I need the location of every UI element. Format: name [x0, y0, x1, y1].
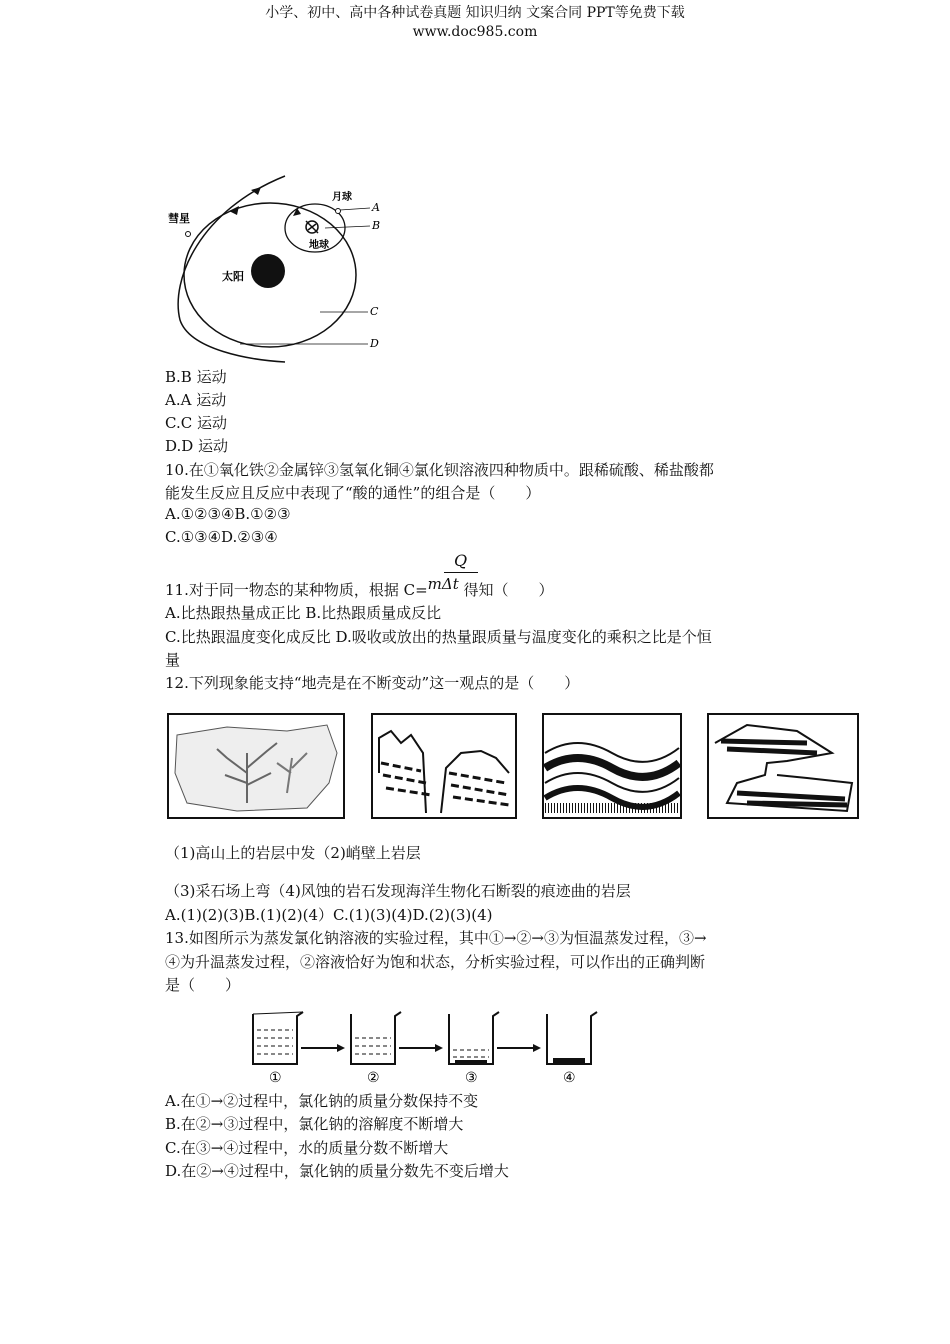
q13-option-a: A.在①→②过程中，氯化钠的质量分数保持不变	[165, 1092, 479, 1110]
q12-stem: 12.下列现象能支持“地壳是在不断变动”这一观点的是（ ）	[165, 674, 580, 692]
beaker-label-4: ④	[563, 1070, 576, 1086]
folded-rock-image	[542, 713, 682, 819]
moon-label: 月球	[332, 192, 352, 203]
q11-option-ab: A.比热跟热量成正比 B.比热跟质量成反比	[165, 604, 442, 622]
formula-denominator: mΔt	[427, 575, 459, 593]
q13-stem-2: ④为升温蒸发过程，②溶液恰好为饱和状态，分析实验过程，可以作出的正确判断	[165, 953, 706, 971]
q13-stem-1: 13.如图所示为蒸发氯化钠溶液的实验过程，其中①→②→③为恒温蒸发过程，③→	[165, 929, 707, 947]
q12-options: A.(1)(2)(3)B.(1)(2)(4）C.(1)(3)(4)D.(2)(3)(4)	[165, 906, 493, 924]
q10-stem-2: 能发生反应且反应中表现了“酸的通性”的组合是（ ）	[165, 484, 541, 502]
q12-caption-1: （1)高山上的岩层中发（2)峭壁上岩层	[165, 844, 421, 862]
q13-option-d: D.在②→④过程中，氯化钠的质量分数先不变后增大	[165, 1162, 509, 1180]
q9-option-d: D.D 运动	[165, 437, 229, 455]
q9-option-b: B.B 运动	[165, 368, 227, 386]
label-a: A	[372, 201, 380, 214]
q10-stem-1: 10.在①氧化铁②金属锌③氢氧化铜④氯化钡溶液四种物质中。跟稀硫酸、稀盐酸都	[165, 461, 714, 479]
earth-label: 地球	[309, 240, 329, 251]
eroded-rock-image	[707, 713, 859, 819]
site-banner: 小学、初中、高中各种试卷真题 知识归纳 文案合同 PPT等免费下载	[265, 5, 685, 21]
q10-option-cd: C.①③④D.②③④	[165, 528, 278, 546]
formula-numerator: Q	[454, 551, 468, 570]
q9-option-a: A.A 运动	[165, 391, 227, 409]
fraction-bar	[444, 572, 478, 573]
beaker-label-3: ③	[465, 1070, 478, 1086]
q11-option-cd-cont: 量	[165, 651, 181, 669]
comet-label: 彗星	[168, 212, 190, 225]
q10-option-ab: A.①②③④B.①②③	[165, 505, 291, 523]
label-d: D	[370, 337, 379, 350]
cliff-strata-image	[371, 713, 517, 819]
beaker-label-2: ②	[367, 1070, 380, 1086]
label-b: B	[372, 219, 381, 232]
q9-option-c: C.C 运动	[165, 414, 227, 432]
beaker-label-1: ①	[269, 1070, 282, 1086]
fossil-rock-image	[167, 713, 345, 819]
q11-option-cd: C.比热跟温度变化成反比 D.吸收或放出的热量跟质量与温度变化的乘积之比是个恒	[165, 628, 712, 646]
q13-stem-3: 是（ ）	[165, 976, 241, 994]
label-c: C	[370, 305, 379, 318]
q11-prefix: 11.对于同一物态的某种物质，根据 C=	[165, 581, 428, 599]
q11-suffix: 得知（ ）	[458, 581, 554, 599]
q13-option-c: C.在③→④过程中，水的质量分数不断增大	[165, 1139, 449, 1157]
orbit-diagram	[160, 170, 400, 370]
beaker-process-diagram	[245, 1008, 605, 1086]
q13-option-b: B.在②→③过程中，氯化钠的溶解度不断增大	[165, 1115, 464, 1133]
q11-stem	[165, 575, 554, 600]
q12-caption-2: （3)采石场上弯（4)风蚀的岩石发现海洋生物化石断裂的痕迹曲的岩层	[165, 882, 631, 900]
site-url: www.doc985.com	[412, 24, 538, 40]
sun-label: 太阳	[222, 270, 244, 283]
